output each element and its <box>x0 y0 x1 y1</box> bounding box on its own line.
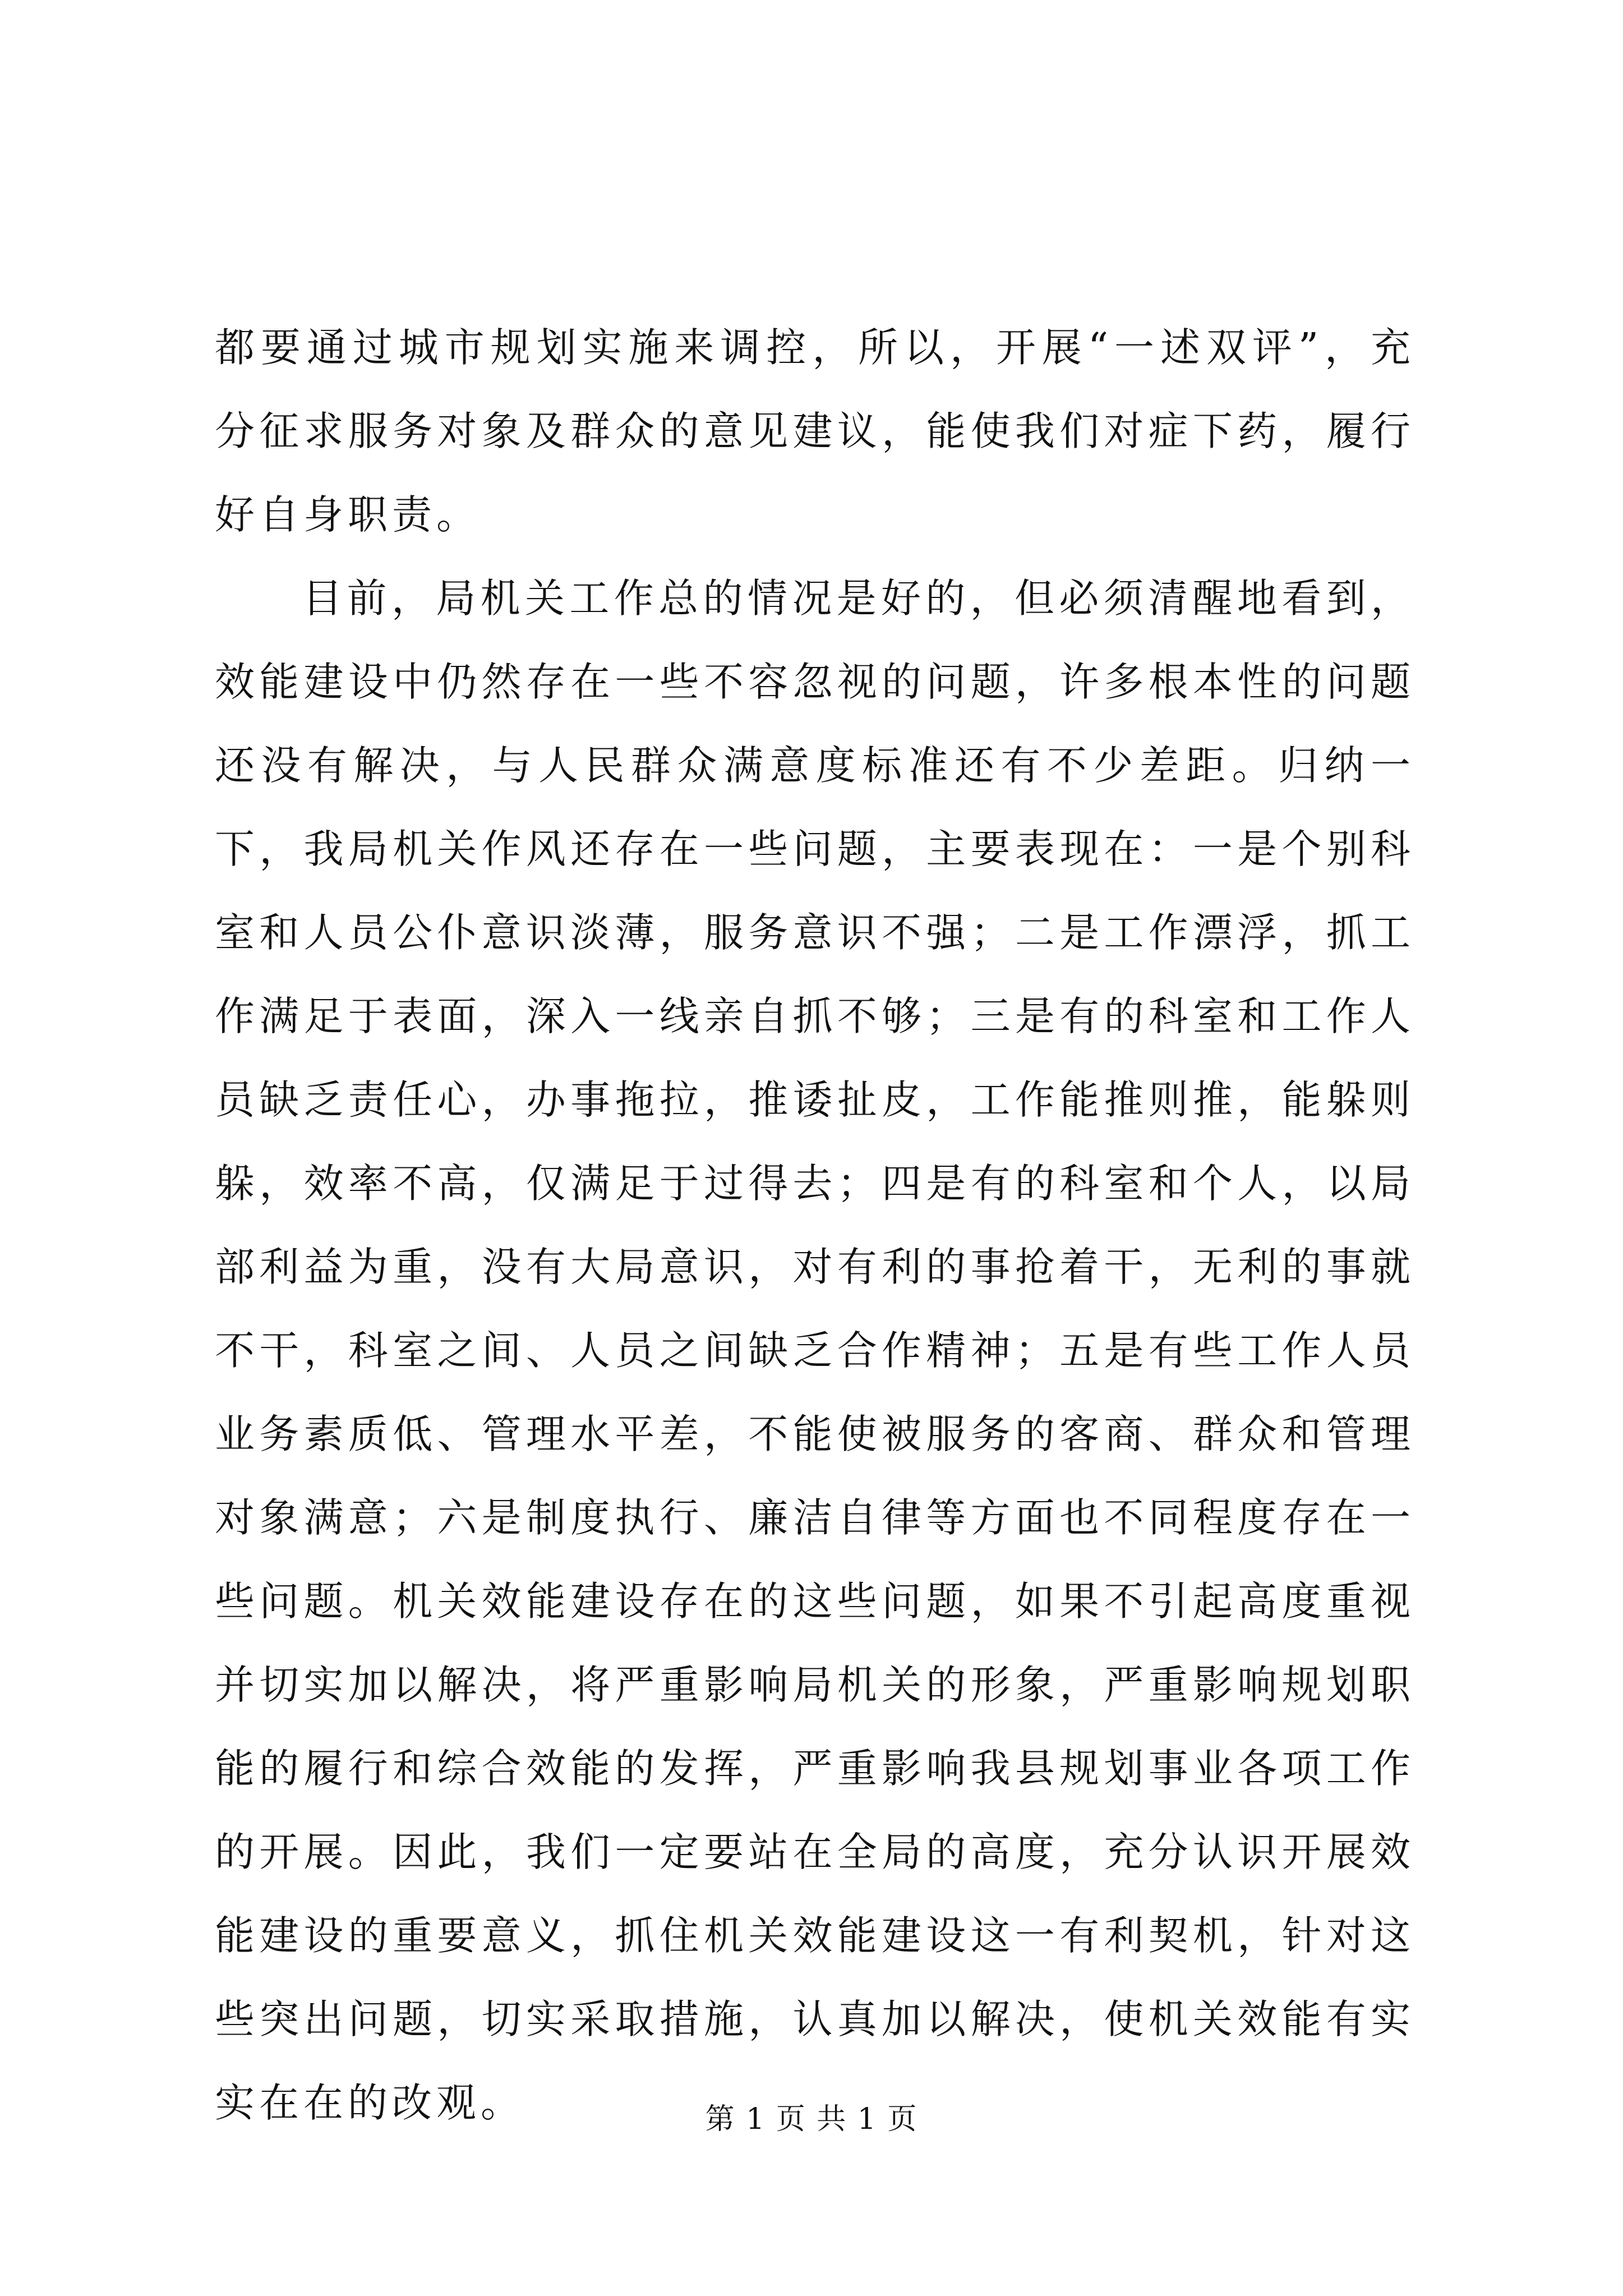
paragraph-efficiency-problems: 目前，局机关工作总的情况是好的，但必须清醒地看到，效能建设中仍然存在一些不容忽视的问题，许多根本性的问题还没有解决，与人民群众满意度标准还有不少差距。归纳一下，我局机关作风还存在一些问题，主要表现在：一是个别科室和人员公仆意识淡薄，服务意识不强；二是工作漂浮，抓工作满足于表面，深入一线亲自抓不够；三是有的科室和工作人员缺乏责任心，办事拖拉，推诿扯皮，工作能推则推，能躲则躲，效率不高，仅满足于过得去；四是有的科室和个人，以局部利益为重，没有大局意识，对有利的事抢着干，无利的事就不干，科室之间、人员之间缺乏合作精神；五是有些工作人员业务素质低、管理水平差，不能使被服务的客商、群众和管理对象满意；六是制度执行、廉洁自律等方面也不同程度存在一些问题。机关效能建设存在的这些问题，如果不引起高度重视并切实加以解决，将严重影响局机关的形象，严重影响规划职能的履行和综合效能的发挥，严重影响我县规划事业各项工作的开展。因此，我们一定要站在全局的高度，充分认识开展效能建设的重要意义，抓住机关效能建设这一有利契机，针对这些突出问题，切实采取措施，认真加以解决，使机关效能有实实在在的改观。 <box>215 575 1415 2126</box>
document-body <box>215 306 1415 2145</box>
paragraph-continuation: 都要通过城市规划实施来调控，所以，开展“一述双评”，充分征求服务对象及群众的意见建议，能使我们对症下药，履行好自身职责。 <box>215 324 1415 538</box>
page-number-footer: 第 1 页 共 1 页 <box>705 2102 918 2136</box>
